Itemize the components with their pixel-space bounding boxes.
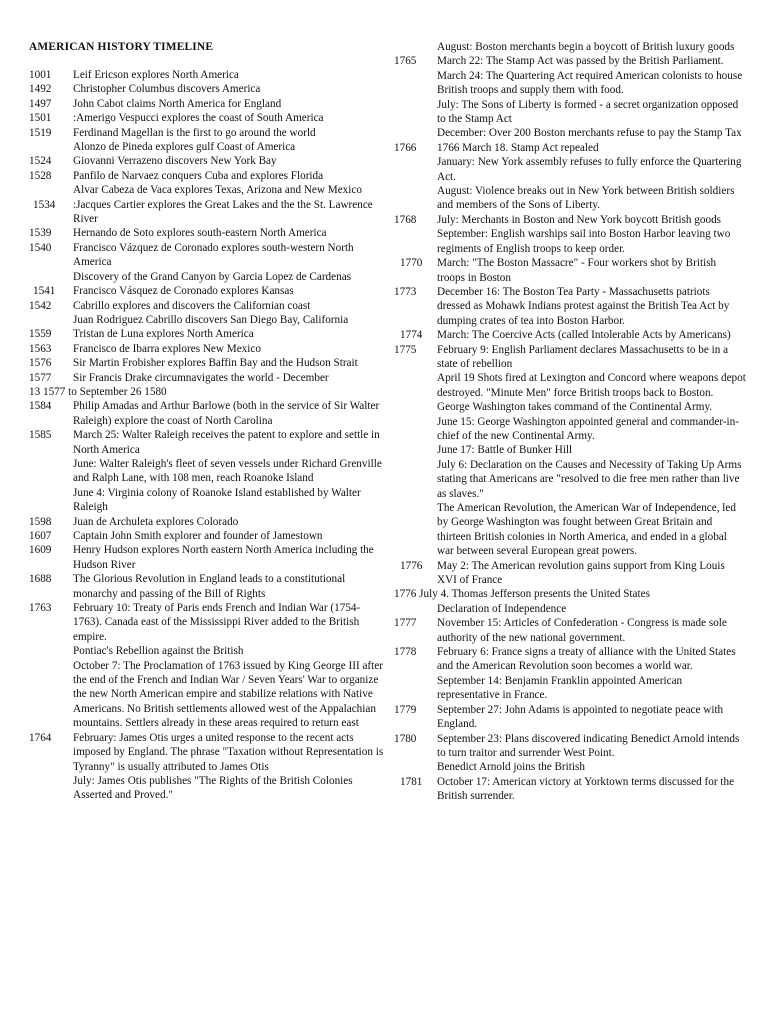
entry-text: Hernando de Soto explores south-eastern North America <box>73 227 327 240</box>
entry-year: 1773 <box>394 285 417 298</box>
timeline-entry <box>394 775 746 804</box>
entry-year: 1774 <box>400 329 423 342</box>
entry-year: 1559 <box>29 328 52 341</box>
entry-text: Giovanni Verrazeno discovers New York Bay <box>73 155 277 168</box>
entry-year: 1779 <box>394 703 417 716</box>
entry-year: 1001 <box>29 69 52 81</box>
entry-text: March: "The Boston Massacre" - Four workers shot by British troops in Boston <box>437 257 717 284</box>
entry-text: June: Walter Raleigh's fleet of seven vessels under Richard Grenville and Ralph Lane, with 108 men, reach Roanoke Island <box>73 457 382 485</box>
entry-text: Leif Ericson explores North America <box>73 69 239 81</box>
entry-year: 1528 <box>29 169 52 182</box>
page-title: AMERICAN HISTORY TIMELINE <box>29 41 214 53</box>
entry-year: 1541 <box>33 285 56 298</box>
timeline-entry <box>29 731 387 803</box>
timeline-entry <box>29 169 387 198</box>
timeline-entry <box>394 256 746 285</box>
entry-text: The American Revolution, the American War of Independence, led by George Washington was fought between Great Britain and thirteen British colonies in North America, and ended in a global war between several European great powers. <box>437 502 736 558</box>
timeline-entry <box>29 82 387 96</box>
entry-year: 1763 <box>29 602 52 615</box>
entry-year: 1598 <box>29 515 52 528</box>
entry-text: Alvar Cabeza de Vaca explores Texas, Arizona and New Mexico <box>73 184 362 197</box>
left-column <box>29 68 387 803</box>
entry-year: 1492 <box>29 83 52 96</box>
entry-text: December: Over 200 Boston merchants refuse to pay the Stamp Tax <box>437 127 742 140</box>
entry-year: 1539 <box>29 227 52 240</box>
timeline-entry <box>29 111 387 125</box>
timeline-entry <box>394 141 746 213</box>
timeline-entry <box>29 529 387 543</box>
entry-text: November 15: Articles of Confederation - Congress is made sole authority of the new national government. <box>437 617 727 644</box>
entry-text: June 17: Battle of Bunker Hill <box>437 444 573 457</box>
entry-year: 1524 <box>29 155 52 168</box>
entry-text: July: The Sons of Liberty is formed - a secret organization opposed to the Stamp Act <box>437 98 739 126</box>
entry-text: :Jacques Cartier explores the Great Lakes and the the St. Lawrence River <box>73 198 373 226</box>
entry-year: 1770 <box>400 257 423 270</box>
timeline-entry <box>394 343 746 559</box>
timeline-entry <box>29 601 387 731</box>
timeline-entry <box>29 572 387 601</box>
right-column <box>394 40 746 804</box>
entry-year: 1766 <box>394 141 417 154</box>
entry-year: 1540 <box>29 241 52 254</box>
timeline-entry <box>29 198 387 227</box>
timeline-entry <box>394 587 746 616</box>
entry-text: March 22: The Stamp Act was passed by the British Parliament. March 24: The Quartering Act required American colonists to house British troops and supply them with food. <box>437 55 743 97</box>
entry-text: October 17: American victory at Yorktown terms discussed for the British surrender. <box>437 775 735 803</box>
timeline-entry <box>29 428 387 514</box>
timeline-entry <box>29 284 387 298</box>
entry-text: Christopher Columbus discovers America <box>73 83 261 96</box>
entry-text: Francisco Vázquez de Coronado explores south-western North America <box>73 241 354 269</box>
entry-text: July: Merchants in Boston and New York boycott British goods <box>437 213 722 226</box>
entry-text: February: James Otis urges a united response to the recent acts imposed by England. The phrase "Taxation without Representation is Tyranny" is usually attributed to James Otis <box>73 731 384 773</box>
entry-text: Francisco de Ibarra explores New Mexico <box>73 342 261 355</box>
timeline-entry <box>29 342 387 356</box>
entry-text: February 10: Treaty of Paris ends French and Indian War (1754-1763). Canada east of the Mississippi River added to the British empire. <box>73 602 361 643</box>
entry-year: 1519 <box>29 126 52 139</box>
entry-text: Philip Amadas and Arthur Barlowe (both in the service of Sir Walter Raleigh) explore the coast of North Carolina <box>73 400 380 427</box>
entry-year: 1775 <box>394 343 417 356</box>
timeline-entry <box>29 126 387 155</box>
timeline-entry <box>394 559 746 588</box>
entry-text: Sir Francis Drake circumnavigates the world - December <box>73 371 329 384</box>
entry-text: The Glorious Revolution in England leads to a constitutional monarchy and passing of the Bill of Rights <box>73 573 346 600</box>
entry-text: Sir Martin Frobisher explores Baffin Bay and the Hudson Strait <box>73 357 358 370</box>
entry-year: 1534 <box>33 198 56 211</box>
entry-text: September 14: Benjamin Franklin appointed American representative in France. <box>437 674 683 702</box>
timeline-entry <box>29 68 387 82</box>
entry-year: 1776 <box>400 559 423 572</box>
entry-year: 1781 <box>400 775 423 788</box>
timeline-entry <box>29 371 387 400</box>
entry-year: 1542 <box>29 299 52 312</box>
entry-text: Captain John Smith explorer and founder of Jamestown <box>73 530 323 542</box>
entry-text: February 6: France signs a treaty of alliance with the United States and the American Revolution soon becomes a world war. <box>437 646 736 673</box>
entry-year: 1777 <box>394 617 417 630</box>
entry-text: August: Boston merchants begin a boycott of British luxury goods <box>437 41 735 53</box>
entry-text: February 9: English Parliament declares Massachusetts to be in a state of rebellion <box>437 343 729 370</box>
entry-year: 1778 <box>394 646 417 659</box>
timeline-entry <box>29 515 387 529</box>
timeline-entry <box>394 328 746 342</box>
entry-text: March: The Coercive Acts (called Intolerable Acts by Americans) <box>437 329 731 342</box>
timeline-entry <box>29 241 387 284</box>
timeline-entry <box>394 54 746 140</box>
entry-text: December 16: The Boston Tea Party - Massachusetts patriots dressed as Mohawk Indians protest against the British Tea Act by dumping crates of tea into Boston Harbor. <box>437 285 730 327</box>
timeline-entry <box>394 703 746 732</box>
timeline-entry <box>29 327 387 341</box>
entry-year: 1780 <box>394 732 417 745</box>
entry-text: Juan Rodriguez Cabrillo discovers San Diego Bay, California <box>73 313 349 326</box>
timeline-entry <box>29 399 387 428</box>
entry-text: June 4: Virginia colony of Roanoke Island established by Walter Raleigh <box>73 486 361 514</box>
timeline-entry <box>29 543 387 572</box>
entry-year: 1768 <box>394 213 417 226</box>
timeline-entry <box>29 97 387 111</box>
entry-text: Cabrillo explores and discovers the Californian coast <box>73 299 311 312</box>
entry-year: 1607 <box>29 530 52 542</box>
entry-year: 1765 <box>394 55 417 68</box>
entry-year: 1576 <box>29 357 52 370</box>
entry-text: Alonzo de Pineda explores gulf Coast of America <box>73 141 296 154</box>
timeline-entry <box>394 40 746 54</box>
entry-year: 1584 <box>29 400 52 413</box>
entry-text: 1766 March 18. Stamp Act repealed <box>437 141 599 154</box>
timeline-entry <box>29 356 387 370</box>
entry-text: 1776 July 4. Thomas Jefferson presents the United States <box>394 588 650 601</box>
entry-text: Discovery of the Grand Canyon by Garcia Lopez de Cardenas <box>73 270 352 283</box>
entry-text: Pontiac's Rebellion against the British <box>73 645 244 658</box>
entry-text: Benedict Arnold joins the British <box>437 761 585 774</box>
entry-text: October 7: The Proclamation of 1763 issued by King George III after the end of the French and Indian War / Seven Years' War to organize the new North American empire and stabilize relations with Native Americans. No British settlements allowed west of the Appalachian mountains. Settlers already in these areas required to return east <box>73 659 383 730</box>
entry-text: :Amerigo Vespucci explores the coast of South America <box>73 112 324 125</box>
entry-year: 1497 <box>29 97 52 110</box>
entry-text: August: Violence breaks out in New York between British soldiers and members of the Sons of Liberty. <box>437 185 735 212</box>
entry-text: July 6: Declaration on the Causes and Necessity of Taking Up Arms stating that Americans are "resolved to die free men rather than live as slaves." <box>437 458 742 500</box>
entry-text: September 23: Plans discovered indicating Benedict Arnold intends to turn traitor and surrender West Point. <box>437 732 740 759</box>
entry-text: 13 1577 to September 26 1580 <box>29 385 167 398</box>
entry-text: March 25: Walter Raleigh receives the patent to explore and settle in North America <box>73 429 380 456</box>
entry-text: Francisco Vásquez de Coronado explores Kansas <box>73 285 294 298</box>
entry-year: 1609 <box>29 544 52 557</box>
entry-text: July: James Otis publishes "The Rights of the British Colonies Asserted and Proved." <box>73 774 353 802</box>
timeline-entry <box>394 645 746 703</box>
entry-text: John Cabot claims North America for England <box>73 97 282 110</box>
entry-text: Tristan de Luna explores North America <box>73 328 254 341</box>
entry-year: 1585 <box>29 429 52 442</box>
entry-text: Juan de Archuleta explores Colorado <box>73 515 239 528</box>
timeline-entry <box>29 226 387 240</box>
entry-text: January: New York assembly refuses to fully enforce the Quartering Act. <box>437 156 742 183</box>
entry-year: 1501 <box>29 112 52 125</box>
entry-text: Henry Hudson explores North eastern North America including the Hudson River <box>73 544 374 571</box>
entry-text: June 15: George Washington appointed general and commander-in-chief of the new Continental Army. <box>437 415 739 442</box>
timeline-entry <box>29 299 387 328</box>
timeline-entry <box>394 732 746 775</box>
entry-year: 1688 <box>29 573 52 586</box>
entry-text: Declaration of Independence <box>437 602 567 615</box>
timeline-entry <box>394 285 746 328</box>
entry-text: September 27: John Adams is appointed to negotiate peace with England. <box>437 703 724 731</box>
entry-text: Ferdinand Magellan is the first to go around the world <box>73 126 316 139</box>
entry-text: April 19 Shots fired at Lexington and Concord where weapons depot destroyed. "Minute Men" force British troops back to Boston. George Washington takes command of the Continental Army. <box>437 372 746 414</box>
timeline-entry <box>394 213 746 256</box>
entry-text: Panfilo de Narvaez conquers Cuba and explores Florida <box>73 169 324 182</box>
timeline-entry <box>29 154 387 168</box>
timeline-entry <box>394 616 746 645</box>
entry-text: September: English warships sail into Boston Harbor leaving two regiments of English troops to keep order. <box>437 228 731 255</box>
entry-year: 1563 <box>29 342 52 355</box>
entry-year: 1764 <box>29 731 52 744</box>
entry-text: May 2: The American revolution gains support from King Louis XVI of France <box>437 559 725 587</box>
entry-year: 1577 <box>29 371 52 384</box>
